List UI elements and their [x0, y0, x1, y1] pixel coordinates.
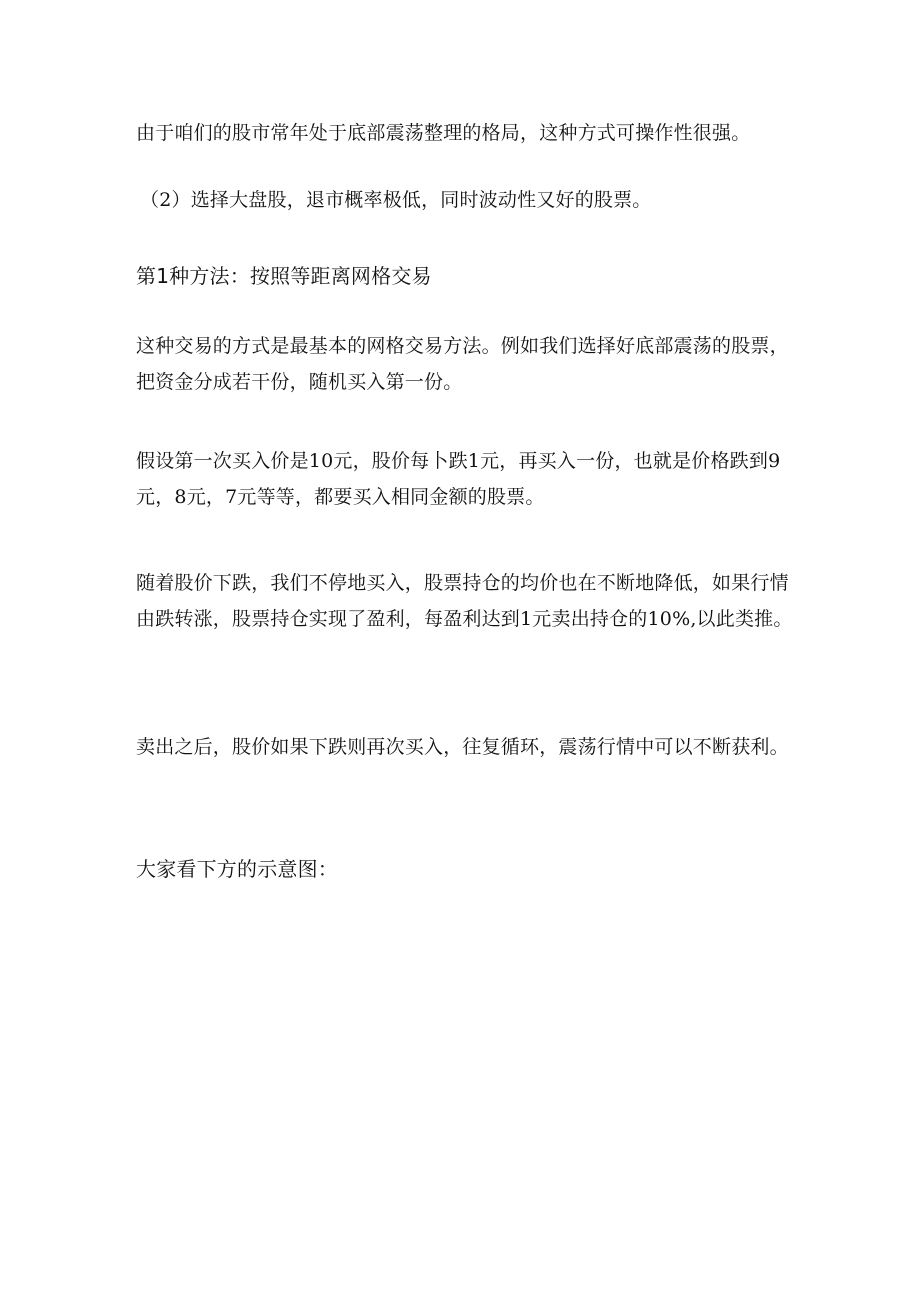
section-heading-method-1: 第1种方法：按照等距离网格交易 — [136, 264, 432, 288]
paragraph-stock-selection: （2）选择大盘股，退市概率极低，同时波动性又好的股票。 — [140, 189, 652, 211]
paragraph-repeat-cycle: 卖出之后，股价如果下跌则再次买入，往复循环，震荡行情中可以不断获利。 — [136, 736, 789, 758]
paragraph-profit-rule: 随着股价下跌，我们不停地买入，股票持仓的均价也在不断地降低，如果行情由跌转涨，股票持仓实现了盈利，每盈利达到1元卖出持仓的10%,以此类推。 — [136, 572, 793, 630]
blank-figure-area — [136, 905, 796, 1265]
paragraph-basic-grid-method: 这种交易的方式是最基本的网格交易方法。例如我们选择好底部震荡的股票，把资金分成若干份，随机买入第一份。 — [136, 335, 789, 393]
paragraph-market-condition: 由于咱们的股市常年处于底部震荡整理的格局，这种方式可操作性很强。 — [136, 122, 751, 144]
paragraph-buy-example: 假设第一次买入价是10元，股价每卜跌1元，再买入一份，也就是价格跌到9元，8元，7元等等，都要买入相同金额的股票。 — [136, 450, 781, 508]
diagram-intro-heading: 大家看下方的示意图： — [136, 857, 338, 881]
